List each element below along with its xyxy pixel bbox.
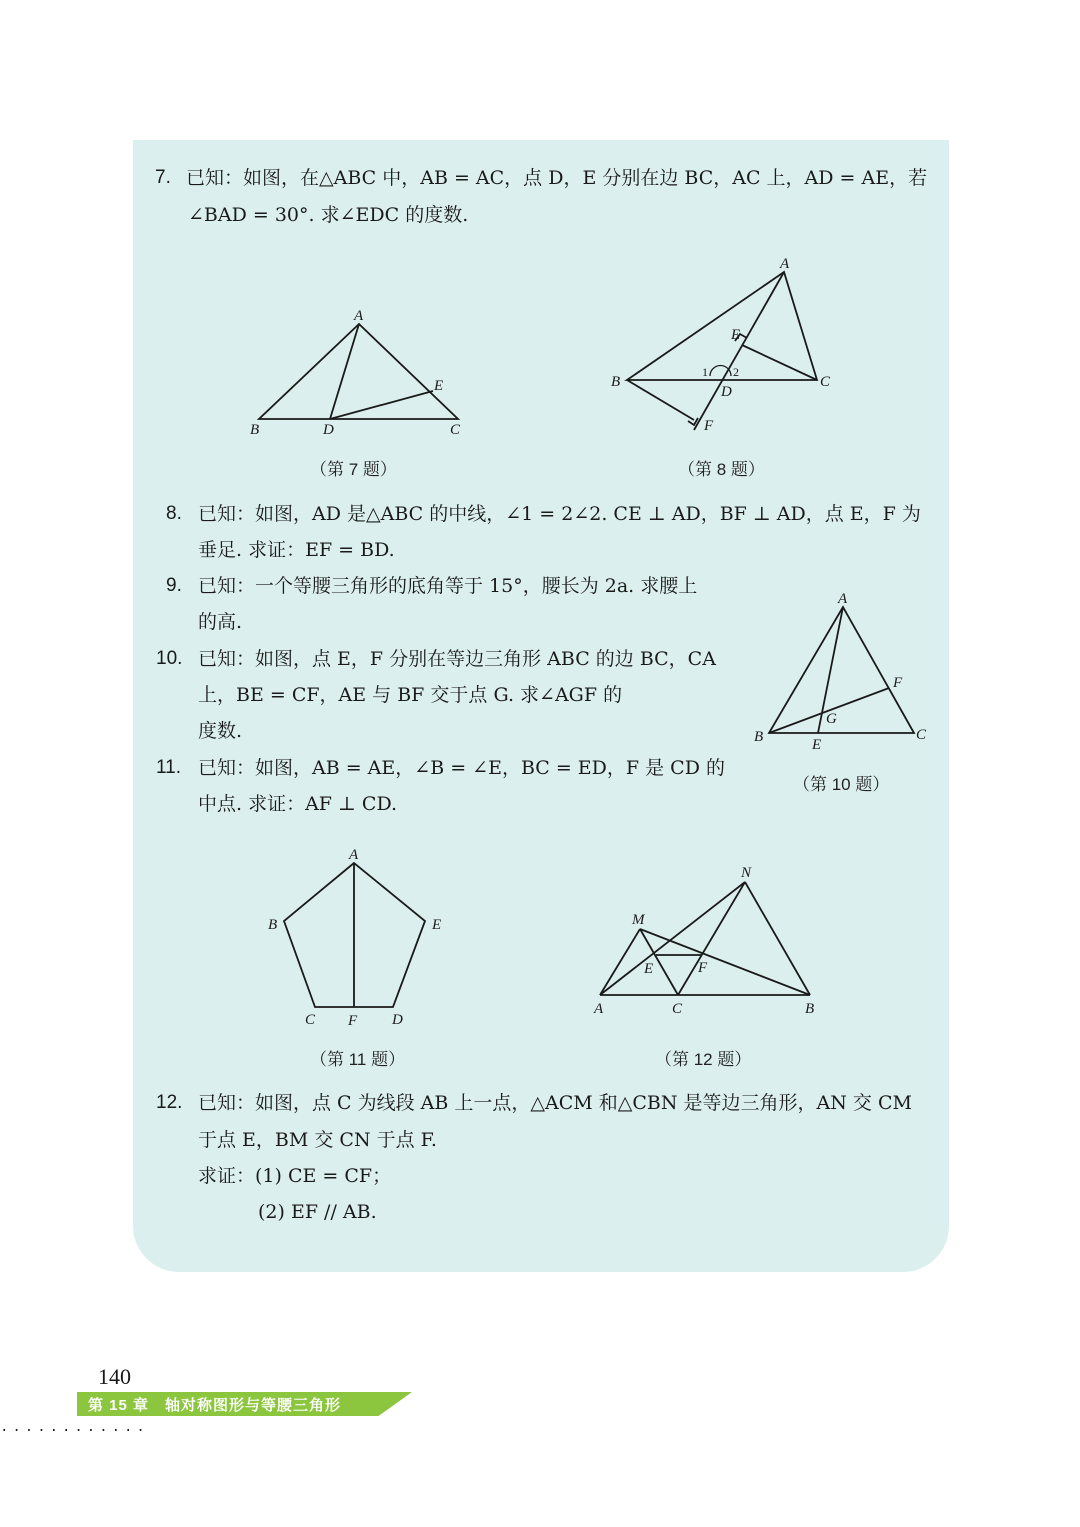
problem-10-number: 10. [156, 648, 183, 669]
problem-10-line1: 已知：如图，点 E，F 分别在等边三角形 ABC 的边 BC，CA [198, 648, 716, 670]
problem-7-line1: 已知：如图，在△ABC 中，AB = AC，点 D，E 分别在边 BC，AC 上，AD = AE，若 [186, 167, 928, 189]
problem-11-line2: 中点. 求证：AF ⊥ CD. [198, 793, 398, 815]
fig8-label-E: E [731, 327, 741, 343]
problem-9-line1: 已知：一个等腰三角形的底角等于 15°，腰长为 2a. 求腰上 [198, 575, 698, 597]
fig7-label-C: C [450, 422, 461, 438]
fig10-label-E: E [812, 737, 822, 753]
problem-12-line3: 求证：(1) CE = CF； [198, 1165, 392, 1187]
fig8-label-1: 1 [702, 365, 708, 379]
problem-12-line4: (2) EF // AB. [258, 1201, 377, 1223]
fig12-label-N: N [741, 865, 752, 881]
fig8-label-D: D [721, 384, 732, 400]
caption-fig12: （第 12 题） [655, 1050, 752, 1069]
fig11-label-B: B [268, 917, 278, 933]
caption-fig11: （第 11 题） [310, 1050, 406, 1069]
fig10-label-G: G [826, 711, 837, 727]
fig10-label-F: F [893, 675, 903, 691]
fig11-label-A: A [349, 847, 359, 863]
problem-9-number: 9. [166, 575, 182, 596]
fig7-label-E: E [434, 378, 444, 394]
fig8-label-C: C [820, 374, 831, 390]
fig7-label-B: B [250, 422, 260, 438]
problem-12-line1: 已知：如图，点 C 为线段 AB 上一点，△ACM 和△CBN 是等边三角形，AN 交 CM [198, 1092, 912, 1114]
fig8-label-2: 2 [733, 365, 739, 379]
caption-fig8: （第 8 题） [678, 460, 765, 479]
fig12-label-C: C [672, 1001, 683, 1017]
problem-10-line3: 度数. [198, 720, 243, 742]
problem-11-number: 11. [156, 757, 182, 778]
problem-8-line2: 垂足. 求证：EF = BD. [198, 539, 395, 561]
chapter-title: 第 15 章 轴对称图形与等腰三角形 [88, 1397, 342, 1414]
fig11-label-C: C [305, 1012, 316, 1028]
problem-8-line1: 已知：如图，AD 是△ABC 的中线，∠1 = 2∠2. CE ⊥ AD，BF ⊥ AD，点 E，F 为 [198, 503, 921, 525]
fig8-label-A: A [780, 256, 790, 272]
problem-9-line2: 的高. [198, 611, 243, 633]
fig7-label-D: D [323, 422, 334, 438]
fig10-label-B: B [754, 729, 764, 745]
problem-12-line2: 于点 E，BM 交 CN 于点 F. [198, 1129, 437, 1151]
fig8-label-B: B [611, 374, 621, 390]
caption-fig10: （第 10 题） [793, 775, 890, 794]
fig11-label-E: E [432, 917, 442, 933]
fig12-label-B: B [805, 1001, 815, 1017]
problem-7-line2: ∠BAD = 30°. 求∠EDC 的度数. [188, 204, 469, 226]
fig12-label-E: E [644, 961, 654, 977]
fig11-label-F: F [348, 1013, 358, 1029]
footer-dots: ............ [0, 1420, 149, 1436]
fig12-label-F: F [698, 960, 708, 976]
problem-11-line1: 已知：如图，AB = AE，∠B = ∠E，BC = ED，F 是 CD 的 [198, 757, 725, 779]
fig12-label-A: A [594, 1001, 604, 1017]
fig10-label-A: A [838, 591, 848, 607]
page-number: 140 [98, 1364, 131, 1389]
problem-7-number: 7. [155, 167, 171, 188]
problem-12-number: 12. [156, 1092, 183, 1113]
fig10-label-C: C [916, 727, 927, 743]
problem-8-number: 8. [166, 503, 182, 524]
problem-10-line2: 上，BE = CF，AE 与 BF 交于点 G. 求∠AGF 的 [198, 684, 623, 706]
caption-fig7: （第 7 题） [310, 460, 397, 479]
fig7-label-A: A [354, 308, 364, 324]
fig11-label-D: D [392, 1012, 403, 1028]
fig8-label-F: F [704, 418, 714, 434]
fig12-label-M: M [632, 912, 645, 928]
